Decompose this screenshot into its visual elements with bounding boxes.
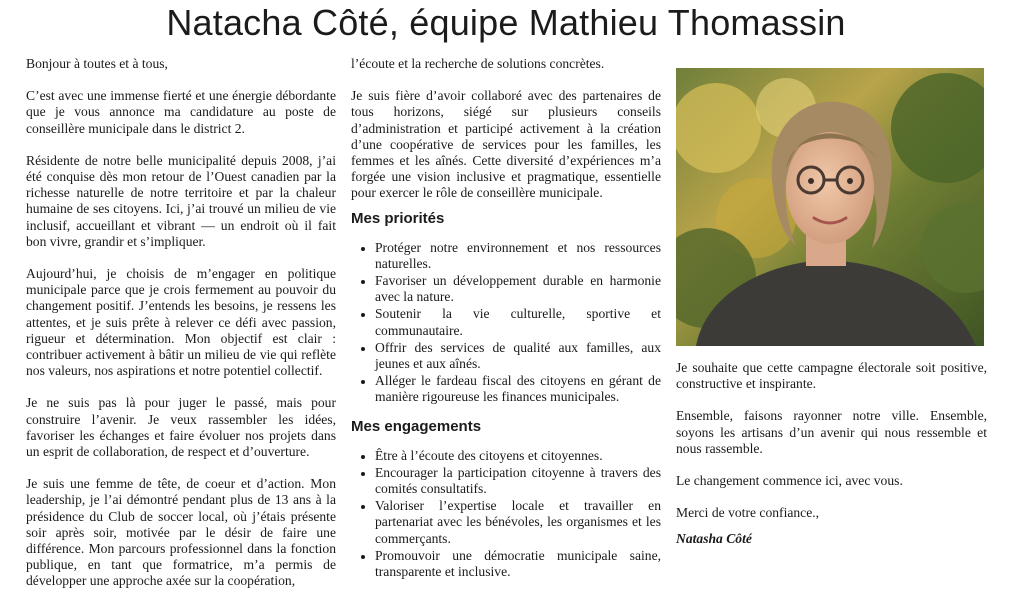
list-item: • Valoriser l’expertise locale et travailler en partenariat avec les bénévoles, les organismes et les commerçants. <box>375 498 661 547</box>
commitments-list <box>351 448 661 581</box>
candidate-photo <box>676 68 984 346</box>
list-item: • Encourager la participation citoyenne à travers des comités consultatifs. <box>375 465 661 497</box>
paragraph: Je suis une femme de tête, de coeur et d’action. Mon leadership, je l’ai démontré pendant plus de 13 ans à la présidence du Club de soccer local, où j’étais présente soir après soir, motivée par le désir de faire une différence. Mon parcours professionnel dans la fonction publique, en tant que formatrice, m’a permis de développer une approche axée sur la coopération, <box>26 476 336 589</box>
paragraph: Je souhaite que cette campagne électorale soit positive, constructive et inspirante. <box>676 360 987 392</box>
paragraph: Je suis fière d’avoir collaboré avec des partenaires de tous horizons, siégé sur plusieurs conseils d’administration et participé activement à la création d’une coopérative de services pour les familles, les femmes et les aînés. Cette diversité d’expériences m’a forgée une vision inclusive et pragmatique, essentielle pour exercer le rôle de conseillère municipale. <box>351 88 661 201</box>
paragraph: C’est avec une immense fierté et une énergie débordante que je vous annonce ma candidature au poste de conseillère municipale dans le district 2. <box>26 88 336 136</box>
column-1 <box>26 56 336 590</box>
paragraph: Je ne suis pas là pour juger le passé, mais pour construire l’avenir. Je veux rassembler les idées, favoriser les échanges et faire évoluer nos projets dans un esprit de collaboration, de respect et d’ouverture. <box>26 395 336 460</box>
greeting: Bonjour à toutes et à tous, <box>26 56 168 71</box>
commitments-heading: Mes engagements <box>351 417 482 435</box>
list-item: • Promouvoir une démocratie municipale saine, transparente et inclusive. <box>375 548 661 580</box>
list-item: • Alléger le fardeau fiscal des citoyens en gérant de manière rigoureuse les finances municipales. <box>375 373 661 405</box>
list-item: • Favoriser un développement durable en harmonie avec la nature. <box>375 273 661 305</box>
closing: Merci de votre confiance., <box>676 505 820 521</box>
column-2 <box>351 56 661 592</box>
signature: Natasha Côté <box>676 531 752 547</box>
priorities-heading: Mes priorités <box>351 209 445 227</box>
paragraph: Aujourd’hui, je choisis de m’engager en politique municipale parce que je crois fermement au pouvoir du changement positif. J’entends les besoins, je ressens les attentes, et je suis prête à relever ce défi avec passion, rigueur et détermination. Mon objectif est clair : contribuer activement à bâtir un milieu de vie qui reflète nos valeurs, nos aspirations et notre potentiel collectif. <box>26 266 336 379</box>
list-item: • Offrir des services de qualité aux familles, aux jeunes et aux aînés. <box>375 340 661 372</box>
paragraph: Résidente de notre belle municipalité depuis 2008, j’ai été conquise dès mon retour de l’Ouest canadien par la richesse naturelle de notre territoire et par la chaleur humaine de ses citoyens. Ici, j’ai trouvé un milieu de vie inclusif, accueillant et vibrant — un endroit où il fait bon vivre, grandir et s’impliquer. <box>26 152 336 249</box>
priorities-list <box>351 240 661 406</box>
paragraph: Ensemble, faisons rayonner notre ville. Ensemble, soyons les artisans d’un avenir qui nous ressemble et nous rassemble. <box>676 408 987 456</box>
paragraph: Le changement commence ici, avec vous. <box>676 473 903 489</box>
list-item: • Être à l’écoute des citoyens et citoyennes. <box>375 448 661 464</box>
paragraph: l’écoute et la recherche de solutions concrètes. <box>351 56 605 71</box>
column-3 <box>676 360 987 548</box>
article-title: Natacha Côté, équipe Mathieu Thomassin <box>166 2 846 43</box>
list-item: • Soutenir la vie culturelle, sportive et communautaire. <box>375 306 661 338</box>
list-item: • Protéger notre environnement et nos ressources naturelles. <box>375 240 661 272</box>
